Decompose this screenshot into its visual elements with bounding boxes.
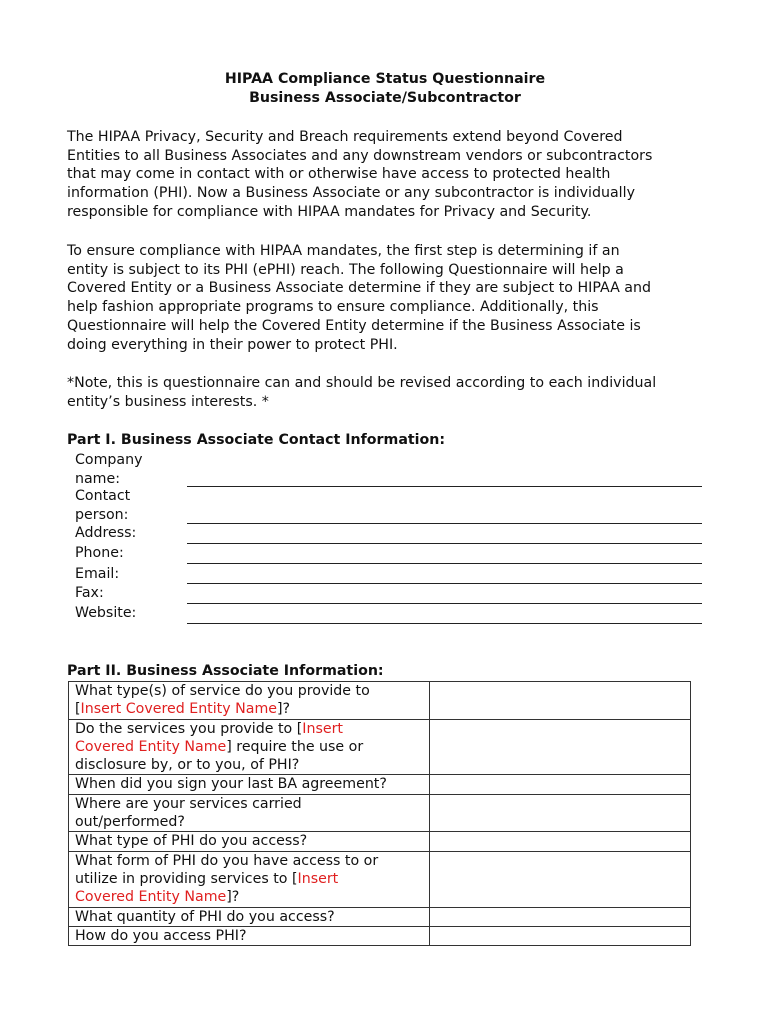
question-text: ] require the use or [226,738,364,755]
table-row [69,832,691,851]
table-row [69,794,691,832]
placeholder-text: Covered Entity Name [75,738,227,755]
placeholder-text: Insert [302,720,343,737]
address-field[interactable] [187,543,702,544]
answer-cell[interactable] [430,832,691,851]
document-subtitle: Business Associate/Subcontractor [249,90,521,106]
question-cell: What quantity of PHI do you access? [69,907,430,926]
part1-heading: Part I. Business Associate Contact Information: [67,432,446,448]
question-text: Where are your services carried [75,795,302,812]
business-associate-info-table [68,681,691,946]
email-label: Email: [75,566,120,582]
question-text: What type(s) of service do you provide to [75,683,370,699]
address-label: Address: [75,525,137,541]
question-cell [69,794,430,832]
website-field[interactable] [187,623,702,624]
question-text: ]? [277,701,291,718]
question-text: [ [75,701,81,718]
answer-cell[interactable] [430,682,691,720]
answer-cell[interactable] [430,851,691,907]
question-cell [69,851,430,907]
question-cell: What type of PHI do you access? [69,832,430,851]
fax-label: Fax: [75,585,104,601]
placeholder-text: Insert [297,870,339,887]
text-line: entity’s business interests. * [67,393,269,410]
text-line: entity is subject to its PHI (ePHI) reach. The following Questionnaire will help a [67,261,624,278]
table-row [69,682,691,720]
table-row [69,775,691,794]
intro-paragraph-1 [67,128,717,222]
text-line: help fashion appropriate programs to ensure compliance. Additionally, this [67,299,599,316]
question-text: Do the services you provide to [ [75,720,303,737]
text-line: Entities to all Business Associates and any downstream vendors or subcontractors [67,147,653,164]
placeholder-text: Insert Covered Entity Name [80,701,278,718]
answer-cell[interactable] [430,719,691,775]
question-cell: When did you sign your last BA agreement? [69,775,430,794]
question-text: What form of PHI do you have access to or [75,852,379,869]
answer-cell[interactable] [430,907,691,926]
phone-field[interactable] [187,563,702,564]
document-title: HIPAA Compliance Status Questionnaire [224,71,546,87]
company-name-field[interactable] [187,486,702,487]
email-field[interactable] [187,583,702,584]
table-row [69,926,691,945]
label-line: Company [75,452,143,468]
question-text: out/performed? [75,814,185,831]
table-row [69,907,691,926]
fax-field[interactable] [187,603,702,604]
text-line: Questionnaire will help the Covered Entity determine if the Business Associate is [67,317,641,334]
phone-label: Phone: [75,545,124,561]
text-line: To ensure compliance with HIPAA mandates, the first step is determining if an [67,243,620,259]
note-paragraph [67,374,717,411]
question-text: utilize in providing services to [ [75,870,298,887]
answer-cell[interactable] [430,794,691,832]
question-cell: How do you access PHI? [69,926,430,945]
question-text: ]? [226,889,240,906]
answer-cell[interactable] [430,926,691,945]
intro-paragraph-2 [67,242,717,354]
text-line: The HIPAA Privacy, Security and Breach requirements extend beyond Covered [67,129,623,145]
text-line: that may come in contact with or otherwise have access to protected health [67,166,611,183]
question-cell [69,719,430,775]
label-line: Contact [75,488,131,504]
answer-cell[interactable] [430,775,691,794]
text-line: information (PHI). Now a Business Associate or any subcontractor is individually [67,185,635,202]
table-row [69,851,691,907]
label-line: person: [75,506,129,523]
website-label: Website: [75,605,137,621]
table-row [69,719,691,775]
part2-heading: Part II. Business Associate Information: [67,663,384,679]
contact-person-label [75,487,130,524]
label-line: name: [75,470,121,487]
question-cell [69,682,430,720]
placeholder-text: Covered Entity Name [75,889,227,906]
company-name-label [75,451,143,488]
text-line: responsible for compliance with HIPAA mandates for Privacy and Security. [67,203,592,220]
contact-person-field[interactable] [187,523,702,524]
text-line: doing everything in their power to protect PHI. [67,336,398,353]
text-line: Covered Entity or a Business Associate determine if they are subject to HIPAA and [67,280,651,297]
question-text: disclosure by, or to you, of PHI? [75,757,300,774]
text-line: *Note, this is questionnaire can and should be revised according to each individual [67,375,657,391]
